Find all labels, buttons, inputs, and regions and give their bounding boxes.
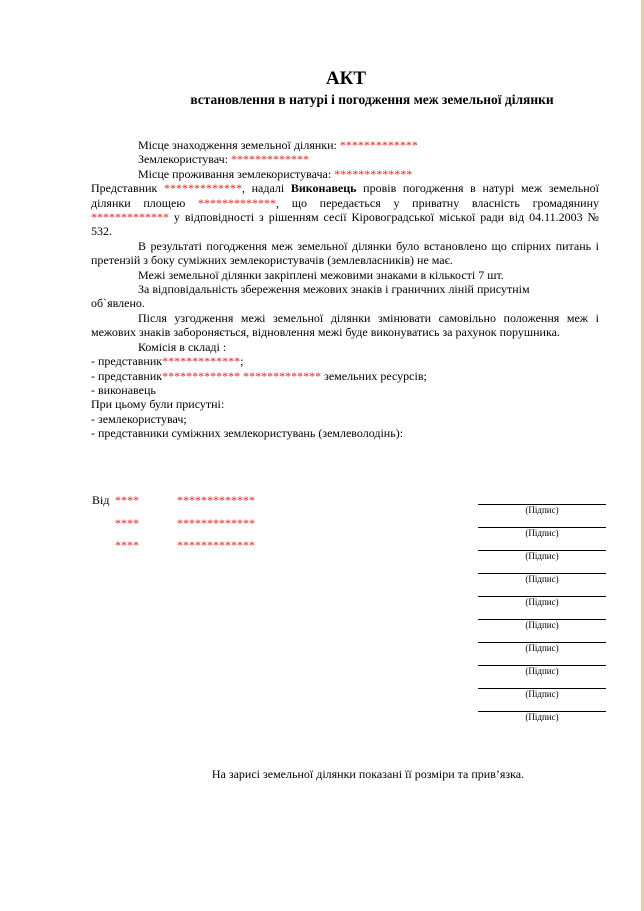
present-neighbors: - представники суміжних землекористувань (землеволодінь): xyxy=(91,426,404,441)
para1-part4: , що передається у приватну власність громадянину xyxy=(276,195,600,210)
signature-name: ************* xyxy=(177,515,255,530)
paragraph-responsibility-1: За відповідальність збереження межових знаків і граничних ліній присутнім xyxy=(138,282,530,297)
masked-area: ************* xyxy=(198,195,276,210)
rep1-label: - представник xyxy=(91,354,163,369)
commission-label: Комісія в складі : xyxy=(138,339,227,354)
masked-user: ************* xyxy=(231,152,310,167)
para1-part5: у відповідності з рішенням сесії Кіровоградської міської ради від 04.11.2003 № 532. xyxy=(91,210,599,239)
commission-rep1 xyxy=(91,354,599,368)
signature-line: (Підпис) xyxy=(478,550,606,573)
signature-line: (Підпис) xyxy=(478,642,606,665)
masked-rep2: ************* ************* xyxy=(162,368,322,383)
para1-part3: провів погодження в натурі меж земельної ділянки площею xyxy=(91,181,600,210)
para1-part1: Представник xyxy=(91,181,164,196)
residence-line xyxy=(91,167,599,181)
residence-label: Місце проживання землекористувача: xyxy=(138,166,335,181)
commission-executor: - виконавець xyxy=(91,382,156,397)
paragraph-result: В результаті погодження меж земельної ділянки було встановлено що спірних питань і претензій з боку суміжних землекористувачів (землевласників) не має. xyxy=(91,238,599,268)
masked-rep1: ************* xyxy=(162,354,241,369)
from-label: Від xyxy=(92,493,110,507)
masked-citizen: ************* xyxy=(91,210,169,225)
signature-row xyxy=(92,512,352,535)
paragraph-responsibility-2: об`явлено. xyxy=(91,296,145,311)
executor-term: Виконавець xyxy=(290,181,357,196)
signature-line: (Підпис) xyxy=(478,619,606,642)
location-label: Місце знаходження земельної ділянки: xyxy=(138,138,340,152)
present-user: - землекористувач; xyxy=(91,411,187,426)
signature-org: **** xyxy=(115,538,139,552)
signature-line: (Підпис) xyxy=(478,504,606,527)
signature-name: ************* xyxy=(177,493,255,507)
document-title: АКТ xyxy=(325,68,367,89)
signature-line: (Підпис) xyxy=(478,527,606,550)
present-label: При цьому були присутні: xyxy=(91,397,225,412)
document-subtitle: встановлення в натурі і погодження меж земельної ділянки xyxy=(190,92,554,107)
rep2-label: - представник xyxy=(91,368,163,383)
signature-line: (Підпис) xyxy=(478,711,606,734)
signature-org: **** xyxy=(115,515,139,530)
para1-part2: , надалі xyxy=(241,181,291,196)
paragraph-markers: Межі земельної ділянки закріплені межовими знаками в кількості 7 шт. xyxy=(138,267,504,282)
signature-line: (Підпис) xyxy=(478,665,606,688)
masked-location: ************* xyxy=(339,138,418,152)
signature-name: ************* xyxy=(177,538,255,552)
signature-line: (Підпис) xyxy=(478,573,606,596)
user-label: Землекористувач: xyxy=(138,152,232,167)
signature-row xyxy=(92,534,352,557)
masked-representative: ************* xyxy=(163,181,242,196)
signature-org: **** xyxy=(115,493,139,507)
footer-note: На зарисі земельної ділянки показані її розміри та прив’язка. xyxy=(211,767,525,781)
signature-line: (Підпис) xyxy=(478,688,606,711)
signature-row xyxy=(92,489,352,512)
location-line xyxy=(91,138,599,152)
signature-lines xyxy=(478,504,606,734)
commission-rep2 xyxy=(91,369,599,383)
rep2-tail: земельних ресурсів; xyxy=(321,368,427,383)
signature-parties xyxy=(92,489,352,557)
paragraph-prohibition: Після узгодження межі земельної ділянки змінювати самовільно положення меж і межових знаків забороняється, відновлення межі буде виконуватись за рахунок порушника. xyxy=(91,310,599,340)
signature-line: (Підпис) xyxy=(478,596,606,619)
paragraph-executor xyxy=(91,181,599,239)
rep1-tail: ; xyxy=(240,354,244,369)
masked-residence: ************* xyxy=(334,166,413,181)
document-body xyxy=(91,138,599,441)
user-line xyxy=(91,152,599,166)
